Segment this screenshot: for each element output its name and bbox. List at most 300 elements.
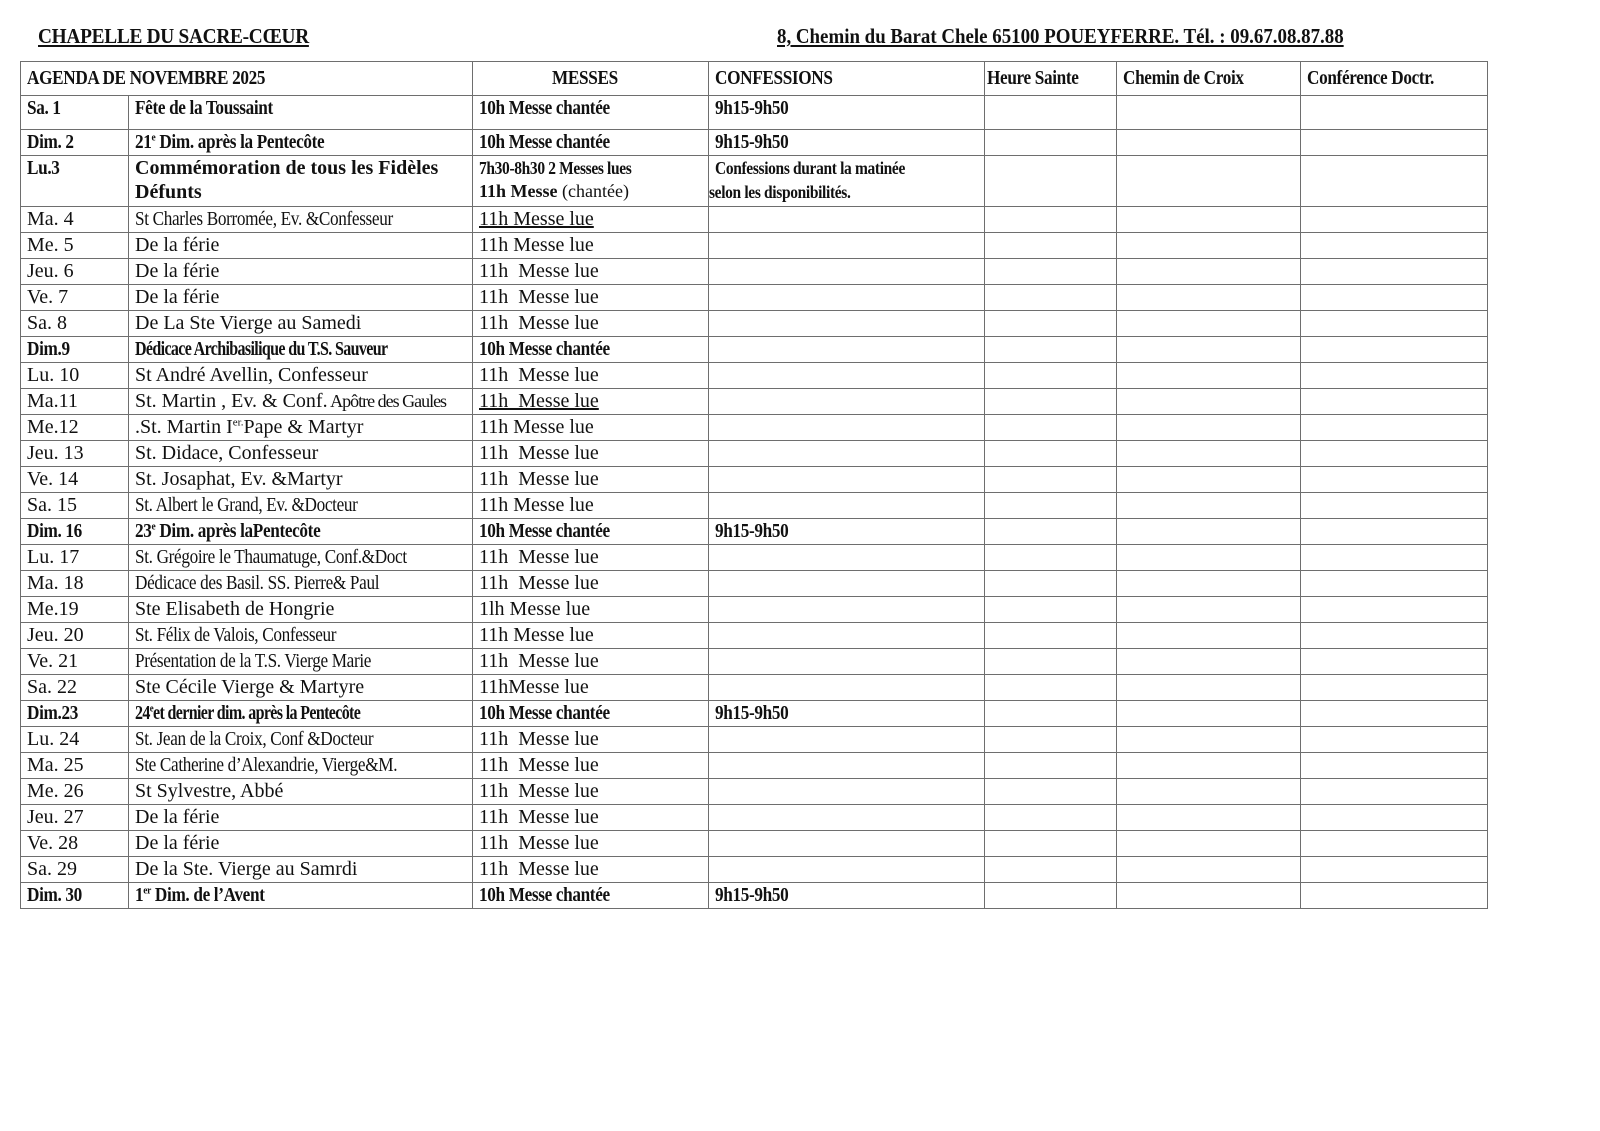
- feast-cell: [129, 571, 473, 597]
- feast-superscript: e: [151, 520, 156, 533]
- feast-cell: [129, 727, 473, 753]
- agenda-table: [20, 61, 1488, 909]
- table-row: [21, 779, 1488, 805]
- feast-superscript: e: [149, 702, 153, 715]
- table-row: [21, 545, 1488, 571]
- feast-ordinal: 24: [135, 702, 150, 724]
- conference-cell: [1301, 519, 1488, 545]
- mass-cell: [473, 805, 709, 831]
- mass-cell: [473, 857, 709, 883]
- day-cell: [21, 649, 129, 675]
- heure-sainte-cell: [985, 467, 1117, 493]
- feast-text: [135, 727, 373, 752]
- chemin-de-croix-cell: [1117, 441, 1301, 467]
- feast-name: De la férie: [135, 806, 220, 828]
- confession-cell: [709, 857, 985, 883]
- mass-cell: [473, 207, 709, 233]
- conference-cell: [1301, 649, 1488, 675]
- conference-cell: [1301, 805, 1488, 831]
- feast-name: St. Didace, Confesseur: [135, 442, 319, 464]
- mass-cell: [473, 337, 709, 363]
- feast-text: [135, 649, 371, 674]
- mass-text: 11h Messe lue: [479, 728, 599, 750]
- feast-text: [135, 753, 397, 778]
- heure-sainte-cell: [985, 701, 1117, 727]
- column-header-agenda: AGENDA DE NOVEMBRE 2025: [21, 62, 473, 96]
- mass-line: [479, 180, 702, 203]
- table-row: [21, 337, 1488, 363]
- heure-sainte-cell: [985, 96, 1117, 130]
- feast-text: [135, 883, 265, 908]
- day-cell: [21, 545, 129, 571]
- feast-text: [135, 493, 358, 518]
- day-label: Sa. 15: [27, 494, 77, 516]
- feast-ordinal: 23: [135, 520, 152, 542]
- confession-cell: [709, 649, 985, 675]
- heure-sainte-cell: [985, 156, 1117, 207]
- feast-name: De la férie: [135, 234, 220, 256]
- table-row: [21, 156, 1488, 207]
- confession-cell: [709, 415, 985, 441]
- mass-cell: [473, 285, 709, 311]
- table-row: [21, 259, 1488, 285]
- feast-name: Dédicace des Basil. SS. Pierre& Paul: [135, 572, 380, 594]
- mass-text: 11h Messe lue: [479, 650, 599, 672]
- chemin-de-croix-cell: [1117, 857, 1301, 883]
- chemin-de-croix-cell: [1117, 311, 1301, 337]
- feast-name: De La Ste Vierge au Samedi: [135, 312, 362, 334]
- table-row: [21, 623, 1488, 649]
- day-cell: [21, 337, 129, 363]
- mass-cell: [473, 649, 709, 675]
- mass-cell: [473, 130, 709, 156]
- mass-cell: [473, 623, 709, 649]
- mass-text: 10h Messe chantée: [479, 884, 610, 906]
- feast-text: [135, 337, 387, 362]
- day-cell: [21, 857, 129, 883]
- conference-cell: [1301, 285, 1488, 311]
- mass-cell: [473, 259, 709, 285]
- day-cell: [21, 701, 129, 727]
- feast-cell: [129, 701, 473, 727]
- confession-cell: [709, 727, 985, 753]
- conference-cell: [1301, 441, 1488, 467]
- conference-cell: [1301, 363, 1488, 389]
- day-cell: [21, 363, 129, 389]
- confession-text: 9h15-9h50: [715, 702, 789, 724]
- feast-name: De la Ste. Vierge au Samrdi: [135, 858, 358, 880]
- mass-cell: [473, 831, 709, 857]
- feast-cell: [129, 311, 473, 337]
- day-label: Me. 26: [27, 780, 84, 802]
- table-row: [21, 831, 1488, 857]
- feast-cell: [129, 389, 473, 415]
- chemin-de-croix-cell: [1117, 831, 1301, 857]
- feast-prefix: .St. Martin I: [135, 416, 233, 438]
- confession-cell: [709, 883, 985, 909]
- mass-text: 11h Messe lue: [479, 208, 594, 230]
- heure-sainte-cell: [985, 130, 1117, 156]
- day-cell: [21, 675, 129, 701]
- table-row: [21, 883, 1488, 909]
- confession-cell: [709, 623, 985, 649]
- feast-cell: [129, 493, 473, 519]
- table-row: [21, 363, 1488, 389]
- feast-cell: [129, 337, 473, 363]
- mass-text: 11h Messe lue: [479, 234, 594, 256]
- feast-cell: [129, 857, 473, 883]
- day-cell: [21, 259, 129, 285]
- feast-text: [135, 442, 318, 464]
- day-cell: [21, 571, 129, 597]
- feast-name: Fête de la Toussaint: [135, 97, 273, 119]
- table-row: [21, 285, 1488, 311]
- feast-cell: [129, 441, 473, 467]
- feast-text: [135, 312, 361, 334]
- conference-cell: [1301, 545, 1488, 571]
- feast-cell: [129, 675, 473, 701]
- mass-text: 11h Messe lue: [479, 260, 599, 282]
- confession-cell: [709, 545, 985, 571]
- conference-cell: [1301, 233, 1488, 259]
- feast-name: De la férie: [135, 286, 220, 308]
- feast-cell: [129, 883, 473, 909]
- day-cell: [21, 156, 129, 207]
- feast-name: St. Josaphat, Ev. &Martyr: [135, 468, 343, 490]
- day-label: Ve. 21: [27, 650, 79, 672]
- feast-ordinal: 21: [135, 131, 152, 153]
- table-row: [21, 571, 1488, 597]
- feast-text: [135, 157, 438, 203]
- mass-cell: [473, 389, 709, 415]
- confession-cell: [709, 493, 985, 519]
- mass-line: 7h30-8h30 2 Messes lues: [479, 158, 632, 178]
- day-cell: [21, 805, 129, 831]
- mass-text: 1lh Messe lue: [479, 598, 591, 620]
- conference-cell: [1301, 675, 1488, 701]
- feast-name: St. Grégoire le Thaumatuge, Conf.&Doct: [135, 546, 407, 568]
- feast-cell: [129, 623, 473, 649]
- day-cell: [21, 597, 129, 623]
- conference-cell: [1301, 779, 1488, 805]
- confession-cell: [709, 389, 985, 415]
- table-row: [21, 727, 1488, 753]
- feast-cell: [129, 753, 473, 779]
- conference-cell: [1301, 415, 1488, 441]
- day-label: Sa. 29: [27, 858, 77, 880]
- heure-sainte-cell: [985, 857, 1117, 883]
- conference-cell: [1301, 883, 1488, 909]
- mass-cell: [473, 363, 709, 389]
- mass-time: 11h Messe: [479, 181, 558, 201]
- day-label: Lu. 17: [27, 546, 80, 568]
- table-row: [21, 805, 1488, 831]
- day-cell: [21, 831, 129, 857]
- day-cell: [21, 389, 129, 415]
- confession-cell: [709, 597, 985, 623]
- feast-ordinal: 1: [135, 884, 144, 906]
- mass-text: 11h Messe lue: [479, 780, 599, 802]
- conference-cell: [1301, 857, 1488, 883]
- column-header-messes: MESSES: [473, 62, 709, 96]
- mass-text: 10h Messe chantée: [479, 520, 610, 542]
- heure-sainte-cell: [985, 571, 1117, 597]
- mass-cell: [473, 233, 709, 259]
- feast-text: [135, 130, 324, 155]
- table-row: [21, 233, 1488, 259]
- feast-name: St. Martin , Ev. & Conf.: [135, 390, 328, 412]
- day-cell: [21, 311, 129, 337]
- table-row: [21, 519, 1488, 545]
- day-label: Ma.11: [27, 390, 78, 412]
- confession-cell: [709, 753, 985, 779]
- conference-cell: [1301, 259, 1488, 285]
- day-label: Jeu. 20: [27, 624, 84, 646]
- column-header-confessions: CONFESSIONS: [709, 62, 985, 96]
- feast-cell: [129, 831, 473, 857]
- feast-name: De la férie: [135, 260, 220, 282]
- day-cell: [21, 415, 129, 441]
- confession-cell: [709, 467, 985, 493]
- mass-text: 11h Messe lue: [479, 546, 599, 568]
- chemin-de-croix-cell: [1117, 207, 1301, 233]
- feast-text: [135, 780, 283, 802]
- heure-sainte-cell: [985, 441, 1117, 467]
- conference-cell: [1301, 311, 1488, 337]
- chemin-de-croix-cell: [1117, 337, 1301, 363]
- feast-subtitle: Apôtre des Gaules: [327, 391, 447, 411]
- heure-sainte-cell: [985, 675, 1117, 701]
- day-label: Jeu. 27: [27, 806, 84, 828]
- feast-text: [135, 416, 363, 438]
- chemin-de-croix-cell: [1117, 805, 1301, 831]
- day-label: Ma. 4: [27, 208, 74, 230]
- table-row: [21, 130, 1488, 156]
- chemin-de-croix-cell: [1117, 415, 1301, 441]
- day-cell: [21, 96, 129, 130]
- feast-text: [135, 598, 334, 620]
- heure-sainte-cell: [985, 805, 1117, 831]
- chemin-de-croix-cell: [1117, 519, 1301, 545]
- day-label: Sa. 22: [27, 676, 77, 698]
- mass-text: 11h Messe lue: [479, 312, 599, 334]
- day-cell: [21, 441, 129, 467]
- confession-cell: [709, 156, 985, 207]
- chemin-de-croix-cell: [1117, 545, 1301, 571]
- day-cell: [21, 623, 129, 649]
- heure-sainte-cell: [985, 493, 1117, 519]
- feast-text: [135, 858, 357, 880]
- confession-cell: [709, 285, 985, 311]
- day-label: Me. 5: [27, 234, 74, 256]
- mass-text: 10h Messe chantée: [479, 131, 610, 153]
- confession-cell: [709, 130, 985, 156]
- feast-cell: [129, 467, 473, 493]
- conference-cell: [1301, 207, 1488, 233]
- heure-sainte-cell: [985, 285, 1117, 311]
- heure-sainte-cell: [985, 545, 1117, 571]
- feast-superscript: er: [143, 884, 151, 897]
- table-row: [21, 207, 1488, 233]
- day-label: Dim. 16: [27, 520, 82, 542]
- confession-cell: [709, 207, 985, 233]
- day-label: Dim.23: [27, 702, 78, 724]
- heure-sainte-cell: [985, 883, 1117, 909]
- table-row: [21, 649, 1488, 675]
- day-label: Lu.3: [27, 157, 60, 179]
- chemin-de-croix-cell: [1117, 701, 1301, 727]
- table-row: [21, 753, 1488, 779]
- mass-cell: [473, 545, 709, 571]
- column-header-conference: Conférence Doctr.: [1301, 62, 1488, 96]
- feast-text: [135, 623, 336, 648]
- feast-text: [135, 207, 393, 232]
- chemin-de-croix-cell: [1117, 493, 1301, 519]
- confession-cell: [709, 337, 985, 363]
- heure-sainte-cell: [985, 831, 1117, 857]
- mass-text: 11h Messe lue: [479, 390, 599, 412]
- confession-cell: [709, 311, 985, 337]
- heure-sainte-cell: [985, 779, 1117, 805]
- feast-name: St Charles Borromée, Ev. &Confesseur: [135, 208, 393, 230]
- table-row: [21, 857, 1488, 883]
- heure-sainte-cell: [985, 727, 1117, 753]
- table-row: [21, 96, 1488, 130]
- mass-cell: [473, 96, 709, 130]
- mass-text: 11h Messe lue: [479, 806, 599, 828]
- mass-text: 11h Messe lue: [479, 754, 599, 776]
- chapel-address: 8, Chemin du Barat Chele 65100 POUEYFERRE. Tél. : 09.67.08.87.88: [777, 24, 1344, 48]
- day-label: Sa. 1: [27, 97, 61, 119]
- feast-name: Ste Elisabeth de Hongrie: [135, 598, 335, 620]
- feast-text: [135, 286, 219, 308]
- day-label: Ma. 25: [27, 754, 84, 776]
- feast-cell: [129, 649, 473, 675]
- mass-text: 11h Messe lue: [479, 494, 594, 516]
- day-cell: [21, 233, 129, 259]
- confession-cell: [709, 441, 985, 467]
- chemin-de-croix-cell: [1117, 675, 1301, 701]
- feast-name: Dim. après laPentecôte: [155, 520, 321, 542]
- chemin-de-croix-cell: [1117, 259, 1301, 285]
- conference-cell: [1301, 96, 1488, 130]
- feast-cell: [129, 207, 473, 233]
- mass-cell: [473, 701, 709, 727]
- chemin-de-croix-cell: [1117, 649, 1301, 675]
- chemin-de-croix-cell: [1117, 363, 1301, 389]
- day-cell: [21, 130, 129, 156]
- feast-text: [135, 832, 219, 854]
- chemin-de-croix-cell: [1117, 779, 1301, 805]
- day-cell: [21, 519, 129, 545]
- feast-cell: [129, 96, 473, 130]
- day-label: Lu. 24: [27, 728, 80, 750]
- day-label: Ve. 28: [27, 832, 79, 854]
- heure-sainte-cell: [985, 233, 1117, 259]
- chemin-de-croix-cell: [1117, 753, 1301, 779]
- feast-cell: [129, 259, 473, 285]
- day-cell: [21, 493, 129, 519]
- day-label: Sa. 8: [27, 312, 67, 334]
- heure-sainte-cell: [985, 753, 1117, 779]
- confession-line: selon les disponibilités.: [709, 182, 851, 202]
- feast-cell: [129, 363, 473, 389]
- feast-name: St André Avellin, Confesseur: [135, 364, 368, 386]
- table-header-row: [21, 62, 1488, 96]
- conference-cell: [1301, 831, 1488, 857]
- mass-cell: [473, 753, 709, 779]
- day-label: Lu. 10: [27, 364, 80, 386]
- mass-note: (chantée): [557, 181, 629, 201]
- chemin-de-croix-cell: [1117, 597, 1301, 623]
- day-label: Me.12: [27, 416, 79, 438]
- feast-name: Présentation de la T.S. Vierge Marie: [135, 650, 372, 672]
- day-label: Jeu. 13: [27, 442, 84, 464]
- mass-cell: [473, 156, 709, 207]
- feast-text: [135, 519, 320, 544]
- feast-cell: [129, 233, 473, 259]
- day-cell: [21, 883, 129, 909]
- conference-cell: [1301, 389, 1488, 415]
- feast-name: De la férie: [135, 832, 220, 854]
- mass-text: 11h Messe lue: [479, 832, 599, 854]
- confession-cell: [709, 701, 985, 727]
- feast-cell: [129, 545, 473, 571]
- mass-cell: [473, 883, 709, 909]
- mass-cell: [473, 311, 709, 337]
- conference-cell: [1301, 597, 1488, 623]
- day-label: Dim. 2: [27, 131, 74, 153]
- column-header-heure-sainte: Heure Sainte: [985, 62, 1117, 96]
- conference-cell: [1301, 337, 1488, 363]
- feast-name: Ste Cécile Vierge & Martyre: [135, 676, 365, 698]
- table-row: [21, 389, 1488, 415]
- day-label: Me.19: [27, 598, 79, 620]
- mass-cell: [473, 727, 709, 753]
- day-cell: [21, 779, 129, 805]
- column-header-chemin-de-croix: Chemin de Croix: [1117, 62, 1301, 96]
- heure-sainte-cell: [985, 597, 1117, 623]
- feast-cell: [129, 415, 473, 441]
- table-row: [21, 675, 1488, 701]
- feast-text: [135, 571, 379, 596]
- heure-sainte-cell: [985, 311, 1117, 337]
- feast-cell: [129, 779, 473, 805]
- chemin-de-croix-cell: [1117, 571, 1301, 597]
- confession-text: 9h15-9h50: [715, 884, 789, 906]
- feast-text: [135, 806, 219, 828]
- mass-text: 10h Messe chantée: [479, 338, 610, 360]
- chemin-de-croix-cell: [1117, 727, 1301, 753]
- confession-cell: [709, 233, 985, 259]
- mass-text: 11h Messe lue: [479, 442, 599, 464]
- mass-text: 11h Messe lue: [479, 286, 599, 308]
- mass-cell: [473, 493, 709, 519]
- day-cell: [21, 467, 129, 493]
- feast-cell: [129, 130, 473, 156]
- conference-cell: [1301, 623, 1488, 649]
- heure-sainte-cell: [985, 415, 1117, 441]
- chemin-de-croix-cell: [1117, 389, 1301, 415]
- confession-cell: [709, 96, 985, 130]
- heure-sainte-cell: [985, 623, 1117, 649]
- feast-text: [135, 676, 364, 698]
- confession-cell: [709, 571, 985, 597]
- confession-cell: [709, 805, 985, 831]
- table-row: [21, 597, 1488, 623]
- feast-name: Ste Catherine d’Alexandrie, Vierge&M.: [135, 754, 398, 776]
- day-label: Jeu. 6: [27, 260, 74, 282]
